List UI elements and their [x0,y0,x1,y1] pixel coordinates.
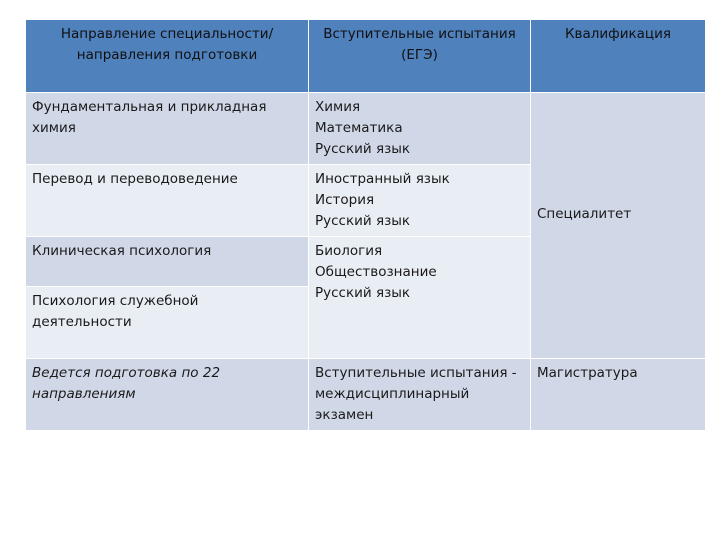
exams-cell [309,165,531,237]
direction-cell: Ведется подготовка по 22 направлениям [26,359,309,431]
table-row [26,93,706,165]
direction-cell: Клиническая психология [26,237,309,287]
header-row [26,20,706,93]
admissions-table [25,19,706,431]
exams-cell: Вступительные испытания - междисциплинарный экзамен [309,359,531,431]
qualification-specialist: Специалитет [537,205,632,222]
exam-item: Русский язык [315,141,411,157]
direction-cell: Психология служебной деятельности [26,287,309,359]
exam-item: История [315,192,375,208]
header-qualification: Квалификация [531,20,706,93]
qualification-specialist-cell [531,93,706,359]
exam-item: Биология [315,243,383,259]
direction-cell: Перевод и переводоведение [26,165,309,237]
direction-cell: Фундаментальная и прикладная химия [26,93,309,165]
exam-item: Обществознание [315,264,437,280]
qualification-master: Магистратура [531,359,706,431]
header-direction: Направление специальности/направления подготовки [26,20,309,93]
exam-item: Химия [315,99,361,115]
exams-cell [309,93,531,165]
header-exams: Вступительные испытания (ЕГЭ) [309,20,531,93]
exam-item: Иностранный язык [315,171,450,187]
exam-item: Русский язык [315,285,411,301]
exam-item: Русский язык [315,213,411,229]
exam-item: Математика [315,120,403,136]
table-row [26,359,706,431]
exams-cell [309,237,531,359]
